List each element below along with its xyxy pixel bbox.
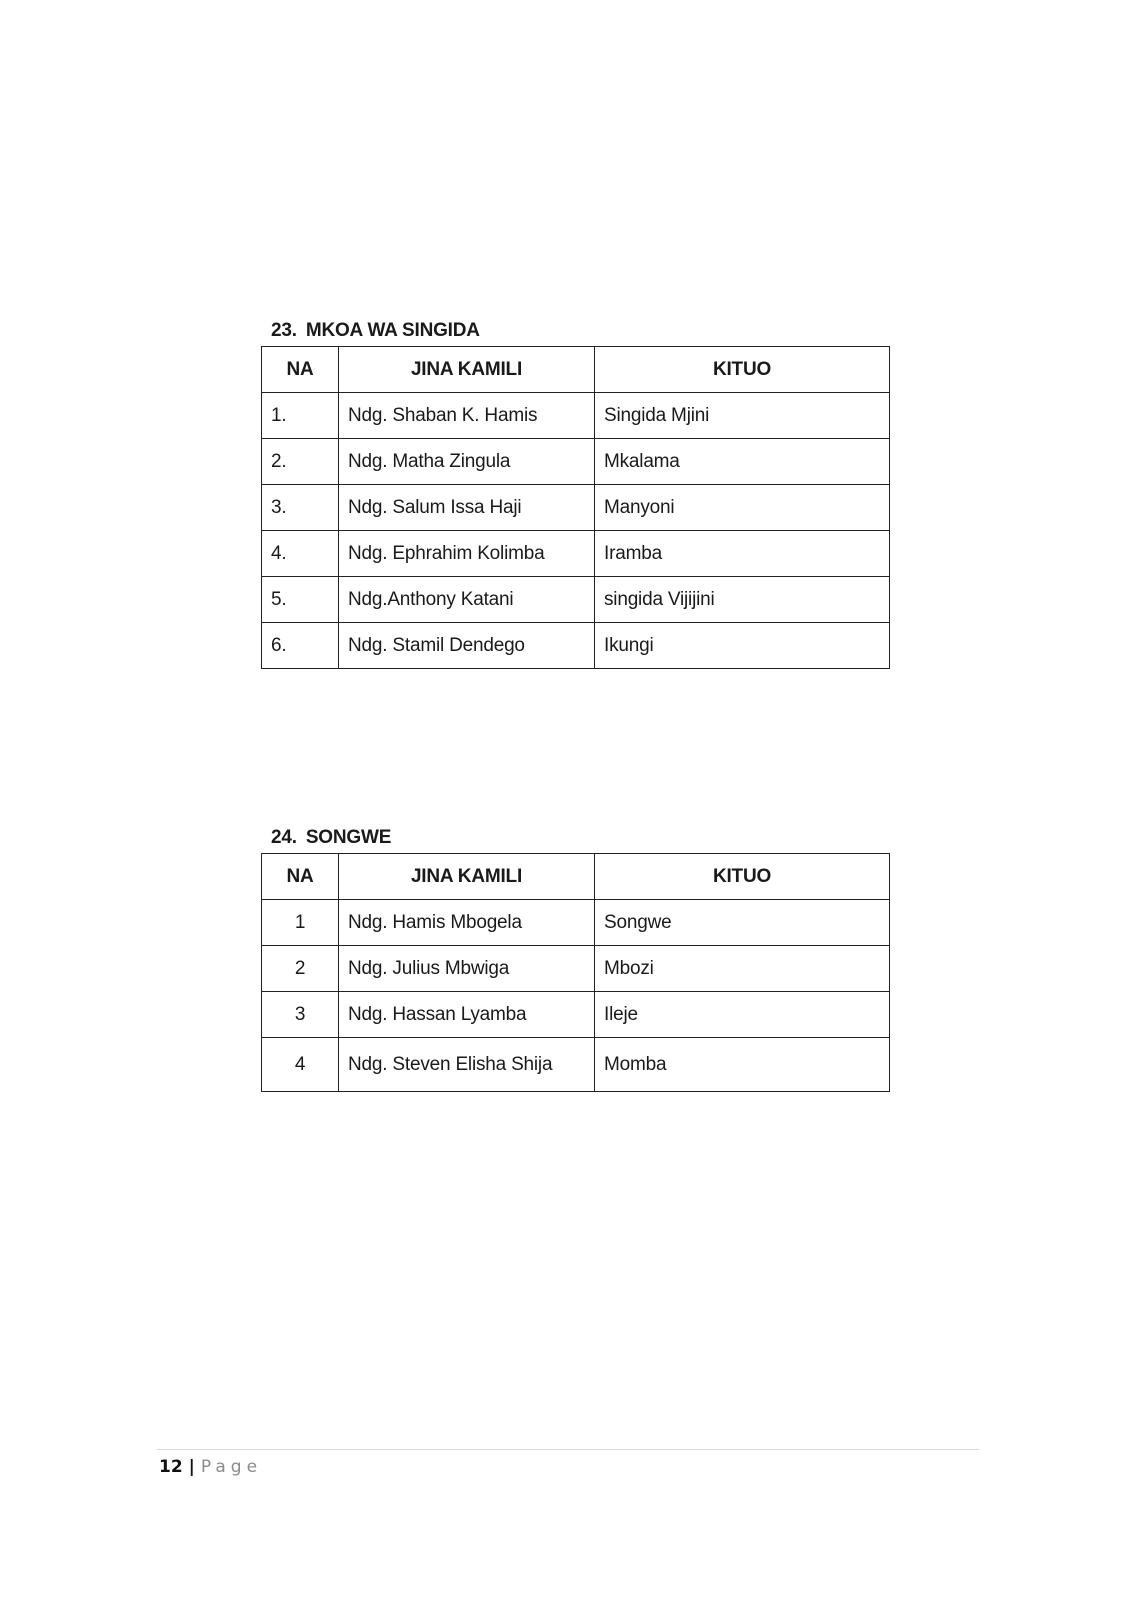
row-number: 2. <box>262 439 339 485</box>
row-name: Ndg. Hamis Mbogela <box>339 900 595 946</box>
row-kituo: Manyoni <box>595 485 890 531</box>
row-number: 3 <box>262 992 339 1038</box>
row-number: 4. <box>262 531 339 577</box>
table-row <box>262 623 890 669</box>
footer-separator: | <box>188 1457 195 1477</box>
table-row <box>262 439 890 485</box>
row-name: Ndg. Ephrahim Kolimba <box>339 531 595 577</box>
row-name: Ndg. Stamil Dendego <box>339 623 595 669</box>
row-name: Ndg. Steven Elisha Shija <box>339 1038 595 1092</box>
header-kituo: KITUO <box>595 347 890 393</box>
header-na: NA <box>262 347 339 393</box>
page-number: 12 <box>159 1457 183 1477</box>
header-kituo: KITUO <box>595 854 890 900</box>
row-kituo: Ileje <box>595 992 890 1038</box>
row-name: Ndg. Matha Zingula <box>339 439 595 485</box>
page-label: Page <box>200 1457 263 1477</box>
section-number: 24. <box>271 827 297 848</box>
header-jina-kamili: JINA KAMILI <box>339 854 595 900</box>
row-kituo: Ikungi <box>595 623 890 669</box>
row-number: 2 <box>262 946 339 992</box>
row-name: Ndg. Julius Mbwiga <box>339 946 595 992</box>
row-number: 6. <box>262 623 339 669</box>
table-row <box>262 946 890 992</box>
section-title <box>271 316 889 346</box>
table-row <box>262 485 890 531</box>
table-row <box>262 992 890 1038</box>
table-row <box>262 531 890 577</box>
row-name: Ndg.Anthony Katani <box>339 577 595 623</box>
table-row <box>262 1038 890 1092</box>
row-number: 5. <box>262 577 339 623</box>
row-name: Ndg. Shaban K. Hamis <box>339 393 595 439</box>
section-mkoa-wa-singida <box>261 316 889 669</box>
row-name: Ndg. Hassan Lyamba <box>339 992 595 1038</box>
table-header-row <box>262 347 890 393</box>
section-heading: MKOA WA SINGIDA <box>305 320 480 341</box>
row-number: 1 <box>262 900 339 946</box>
table-row <box>262 577 890 623</box>
header-na: NA <box>262 854 339 900</box>
table-row <box>262 900 890 946</box>
footer-divider <box>157 1449 979 1450</box>
row-kituo: Songwe <box>595 900 890 946</box>
row-number: 3. <box>262 485 339 531</box>
row-kituo: singida Vijijini <box>595 577 890 623</box>
row-kituo: Momba <box>595 1038 890 1092</box>
header-jina-kamili: JINA KAMILI <box>339 347 595 393</box>
row-kituo: Singida Mjini <box>595 393 890 439</box>
row-name: Ndg. Salum Issa Haji <box>339 485 595 531</box>
row-kituo: Mbozi <box>595 946 890 992</box>
page-footer <box>159 1454 262 1480</box>
row-kituo: Mkalama <box>595 439 890 485</box>
section-heading: SONGWE <box>305 827 392 848</box>
row-number: 4 <box>262 1038 339 1092</box>
row-kituo: Iramba <box>595 531 890 577</box>
table-row <box>262 393 890 439</box>
table-header-row <box>262 854 890 900</box>
section-title <box>271 823 889 853</box>
row-number: 1. <box>262 393 339 439</box>
section-number: 23. <box>271 320 297 341</box>
songwe-roster-table <box>261 853 890 1092</box>
singida-roster-table <box>261 346 890 669</box>
section-songwe <box>261 823 889 1092</box>
